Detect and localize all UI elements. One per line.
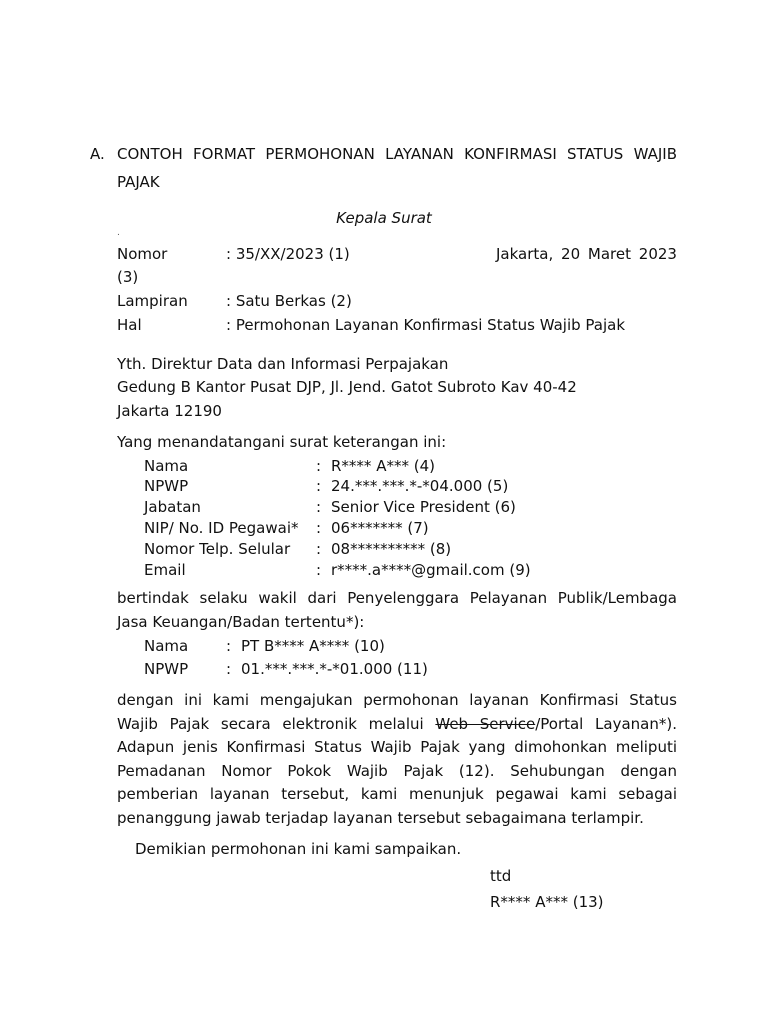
date-year: 2023	[638, 245, 677, 263]
nomor-value: : 35/XX/2023 (1)	[226, 245, 350, 263]
hal-label: Hal	[117, 316, 142, 334]
signer-colon: :	[316, 477, 322, 495]
struck-web-service: Web Service	[435, 714, 536, 733]
lampiran-label: Lampiran	[117, 292, 188, 310]
recipient-line3: Jakarta 12190	[117, 402, 222, 420]
org-colon: :	[226, 637, 232, 655]
signer-colon: :	[316, 561, 322, 579]
date-city: Jakarta,	[496, 245, 554, 263]
hal-value: : Permohonan Layanan Konfirmasi Status Wajib Pajak	[226, 316, 626, 334]
signer-name-value: R**** A*** (4)	[331, 457, 435, 475]
acting-line2: Jasa Keuangan/Badan tertentu*):	[117, 613, 365, 631]
signature-ttd: ttd	[490, 867, 512, 885]
signer-npwp-label: NPWP	[144, 477, 189, 495]
signer-npwp-value: 24.***.***.*-*04.000 (5)	[331, 477, 509, 495]
signer-email-label: Email	[144, 561, 186, 579]
acting-line1: bertindak selaku wakil dari Penyelenggara Pelayanan Publik/Lembaga	[117, 589, 677, 607]
signer-colon: :	[316, 519, 322, 537]
date-month: Maret	[587, 245, 631, 263]
date-day: 20	[561, 245, 581, 263]
dot-mark: .	[117, 228, 120, 238]
body-text-part1: dengan ini kami mengajukan permohonan layanan Konfirmasi Status Wajib Pajak secara elektronik melalui	[117, 691, 677, 733]
org-npwp-label: NPWP	[144, 660, 189, 678]
closing-text: Demikian permohonan ini kami sampaikan.	[135, 840, 462, 858]
signer-phone-value: 08********** (8)	[331, 540, 452, 558]
recipient-line1: Yth. Direktur Data dan Informasi Perpajakan	[117, 355, 449, 373]
section-letter: A.	[90, 145, 105, 163]
org-name-label: Nama	[144, 637, 189, 655]
body-paragraph	[117, 689, 677, 831]
signer-nip-value: 06******* (7)	[331, 519, 429, 537]
intro-text: Yang menandatangani surat keterangan ini:	[117, 433, 447, 451]
org-name-value: PT B**** A**** (10)	[241, 637, 385, 655]
lampiran-value: : Satu Berkas (2)	[226, 292, 352, 310]
org-colon: :	[226, 660, 232, 678]
signer-nip-label: NIP/ No. ID Pegawai*	[144, 519, 299, 537]
section-title-line1: CONTOH FORMAT PERMOHONAN LAYANAN KONFIRMASI STATUS WAJIB	[117, 145, 677, 163]
signer-jabatan-label: Jabatan	[144, 498, 201, 516]
signer-phone-label: Nomor Telp. Selular	[144, 540, 291, 558]
signer-colon: :	[316, 540, 322, 558]
org-npwp-value: 01.***.***.*-*01.000 (11)	[241, 660, 428, 678]
signer-jabatan-value: Senior Vice President (6)	[331, 498, 516, 516]
signer-email-value: r****.a****@gmail.com (9)	[331, 561, 531, 579]
signer-colon: :	[316, 457, 322, 475]
letter-date	[496, 245, 677, 263]
nomor-label: Nomor	[117, 245, 168, 263]
signature-name: R**** A*** (13)	[490, 893, 604, 911]
recipient-line2: Gedung B Kantor Pusat DJP, Jl. Jend. Gatot Subroto Kav 40-42	[117, 378, 577, 396]
section-title-line2: PAJAK	[117, 173, 160, 191]
body-text-part2: /Portal Layanan*). Adapun jenis Konfirmasi Status Wajib Pajak yang dimohonkan meliputi Pemadanan Nomor Pokok Wajib Pajak (12). Sehubungan dengan pemberian layanan tersebut, kami menunjuk pegawai kami sebagai penanggung jawab terjadap layanan tersebut sebagaimana terlampir.	[117, 714, 677, 827]
signer-colon: :	[316, 498, 322, 516]
signer-name-label: Nama	[144, 457, 189, 475]
date-ref: (3)	[117, 268, 139, 286]
kepala-surat-label: Kepala Surat	[336, 209, 432, 227]
